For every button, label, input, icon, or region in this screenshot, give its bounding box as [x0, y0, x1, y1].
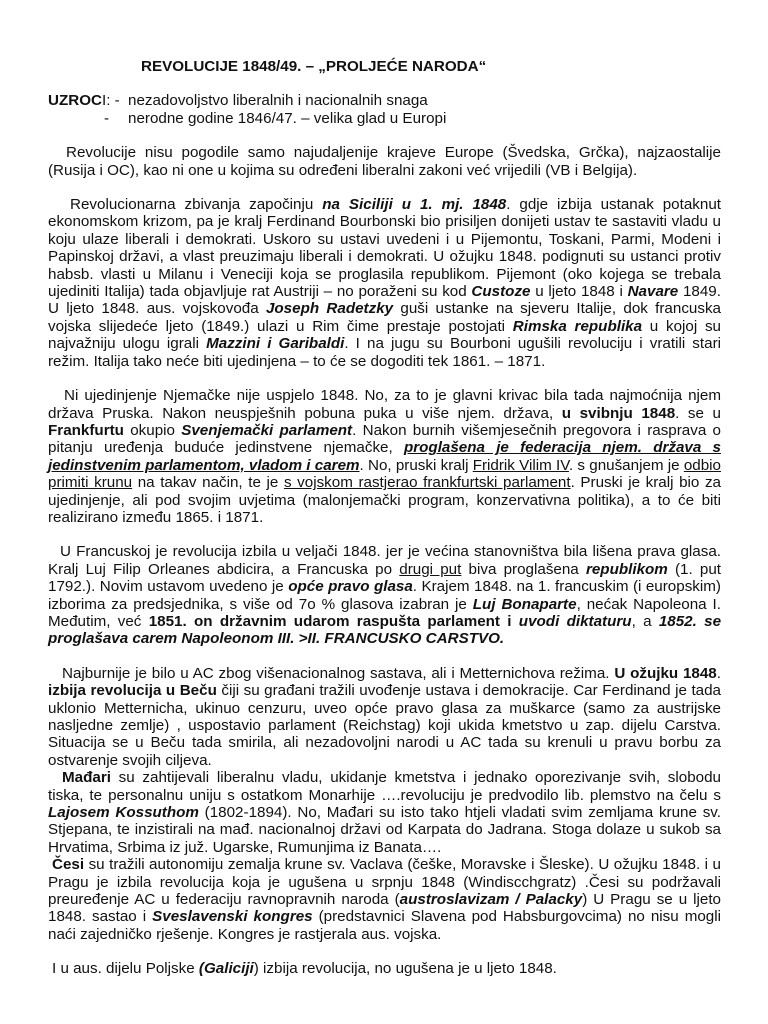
- text: . Nakon burnih višemjesečnih pregovora i rasprava o pitanju uređenja buduće jedinstvene njemačke,: [48, 421, 721, 457]
- emphasis: austroslavizam / Palacky: [399, 891, 583, 909]
- text: (1. put 1792.). Novim ustavom uvedeno je: [48, 560, 722, 596]
- cause-dash: -: [104, 109, 110, 127]
- emphasis: Rimska republika: [512, 317, 643, 335]
- causes-label-bold: UZROC: [48, 92, 102, 110]
- emphasis: izbija revolucija u Beču: [48, 682, 217, 700]
- emphasis: Česi: [52, 856, 85, 874]
- paragraph-france: [48, 543, 721, 647]
- text: . s gnušanjem je: [568, 456, 684, 474]
- emphasis: uvodi diktaturu: [518, 612, 632, 630]
- text: , a: [631, 612, 659, 630]
- causes-label-rest: I: -: [102, 92, 120, 110]
- text: 1849. U ljeto 1848. aus. vojskovođa: [48, 283, 721, 318]
- text: čiji su građani tražili uvođenje ustava i demokracije. Car Ferdinand je tada uklonio Metternicha, ukinuo cenzuru, uveo opće pravo glasa za muškarce (samo za austrijske nasljedne zemlje) , uspostavio parlament (Reichstag) koji ukida kmetstvo u zap. dijelu Carstva. Situacija se u Beču tada smirila, ali nezadovoljni narodi u AC tada su krenuli u pravu borbu za ostvarenje svojih ciljeva.: [48, 682, 721, 769]
- text: su tražili autonomiju zemalja krune sv. Vaclava (češke, Moravske i Šleske). U ožujku 1848. i u Pragu je izbila revolucija koja je ugušena u srpnju 1848 (Windiscchgratz) .Česi su podržavali preuređenje AC u federaciju ravnopravnih naroda (: [48, 856, 721, 909]
- text: U Francuskoj je revolucija izbila u veljači 1848. jer je većina stanovništva bila lišena prava glasa. Kralj Luj Filip Orleanes abdicira, a Francuska po: [48, 543, 721, 578]
- emphasis: on državnim udarom raspušta parlament i: [186, 612, 519, 630]
- paragraph-germany: [48, 387, 721, 526]
- emphasis: Mađari: [62, 769, 111, 787]
- text: u ljeto 1848 i: [530, 283, 628, 301]
- paragraph-scope: Revolucije nisu pogodile samo najudaljenije krajeve Europe (Švedska, Grčka), najzaostalije (Rusija i OC), kao ni one u kojima su određeni liberalni zakoni već vrijedili (VB i Belgija).: [48, 144, 721, 179]
- text: ) U Pragu se u ljeto 1848. sastao i: [48, 891, 722, 926]
- text: su zahtijevali liberalnu vladu, ukidanje kmetstva i jednako oporezivanje svih, slobodu tiska, te personalnu uniju s ostatkom Monarhije ….revoluciju je predvodilo lib. plemstvo na čelu s: [48, 769, 721, 804]
- emphasis: Custoze: [471, 283, 531, 301]
- emphasis: proglašena je federacija njem. država s jedinstvenim parlamentom, vladom i carem: [48, 439, 721, 474]
- text: , nećak Napoleona I. Međutim, već: [48, 595, 721, 630]
- text: biva proglašena: [461, 560, 586, 578]
- text: . Pruski je kralj bio za ujedinjenje, ali pod svojim uvjetima (malonjemački program, konzervativna politika), a to će biti realizirano između 1865. i 1871.: [48, 474, 721, 526]
- emphasis: Joseph Radetzky: [265, 300, 394, 318]
- emphasis: opće pravo glasa: [288, 578, 413, 596]
- emphasis: Sveslavenski kongres: [152, 908, 313, 926]
- emphasis: (Galiciji: [198, 960, 254, 978]
- text: guši ustanke na sjeveru Italije, dok francuska vojska slijedeće ljeto (1849.) ulazi u Rim čime prestaje postojati: [48, 300, 721, 335]
- text: Ni ujedinjenje Njemačke nije uspjelo 1848. No, za to je glavni krivac bila tada najmoćnija njem država Pruska. Nakon neuspješnih pobuna puka u više njem. država,: [48, 387, 721, 422]
- emphasis: u svibnju 1848: [561, 404, 676, 422]
- emphasis: Navare: [627, 283, 679, 301]
- cause-row-1: [48, 92, 721, 109]
- text: . gdje izbija ustanak potaknut ekonomskom krizom, pa je kralj Ferdinand Bourbonski bio prisiljen donijeti ustav te sastaviti vladu u koju ulaze liberali i demokrati. Uskoro su ustavi uvedeni i u Pijemontu, Toskani, Parmi, Modeni i Papinskoj državi, a vlast preuzimaju liberali i demokrati. U ožujku 1848. podignuti su ustanci protiv habsb. vlasti u Milanu i Veneciji koja se proglasila republikom. Pijemont (oko kojega se trebala ujediniti Italija) tada objavljuje rat Austriji – no poraženi su kod: [48, 196, 721, 301]
- emphasis: Lajosem Kossuthom: [48, 804, 199, 822]
- text: okupio: [123, 421, 182, 439]
- cause-item-1: nezadovoljstvo liberalnih i nacionalnih snaga: [128, 92, 428, 110]
- causes-list: [48, 92, 721, 127]
- document-title: REVOLUCIJE 1848/49. – „PROLJEĆE NARODA“: [141, 58, 487, 75]
- paragraph-italy: [48, 196, 721, 370]
- text: . Krajem 1848. na 1. francuskim (i europskim) izborima za predsjednika, s više od 7o % glasova izabran je: [48, 578, 721, 613]
- text: . se u: [675, 404, 721, 422]
- text: I u aus. dijelu Poljske: [52, 960, 199, 978]
- emphasis: 1851.: [148, 612, 187, 630]
- text: Revolucionarna zbivanja započinju: [70, 196, 323, 214]
- text: . No, pruski kralj: [359, 456, 473, 474]
- paragraph-austria: [48, 665, 721, 769]
- emphasis: U ožujku 1848: [614, 664, 717, 682]
- text: u kojoj su najvažniju ulogu igrali: [48, 317, 721, 353]
- cause-row-2: [48, 110, 721, 127]
- text: .: [716, 664, 721, 682]
- emphasis: Frankfurtu: [48, 421, 124, 439]
- emphasis: Luj Bonaparte: [472, 595, 577, 613]
- emphasis: Svenjemački parlament: [181, 421, 353, 439]
- paragraph-czech: [48, 856, 721, 943]
- causes-label: [48, 92, 128, 109]
- emphasis: drugi put: [399, 560, 462, 578]
- emphasis: na Siciliji u 1. mj. 1848: [322, 196, 507, 214]
- text: na takav način, te je: [132, 474, 284, 492]
- paragraph-hungary: [48, 769, 721, 856]
- emphasis: republikom: [585, 560, 668, 578]
- cause-spacer: [48, 110, 128, 127]
- document-page: [48, 58, 721, 995]
- emphasis: odbio primiti krunu: [48, 456, 722, 492]
- text: (1802-1894). No, Mađari su isto tako htjeli vladati svim zemljama krune sv. Stjepana, te inzistirali na mađ. nacionalnoj državi od Karpata do Jadrana. Stoga dolaze u sukob sa Hrvatima, Srbima iz juž. Ugarske, Rumunjima iz Banata….: [48, 804, 721, 856]
- emphasis: s vojskom rastjerao frankfurtski parlament: [283, 474, 571, 492]
- text: (predstavnici Slavena pod Habsburgovcima) no nisu mogli naći zajedničko rješenje. Kongres je rastjerala aus. vojska.: [48, 908, 721, 943]
- text: ) izbija revolucija, no ugušena je u ljeto 1848.: [253, 960, 557, 978]
- emphasis: Fridrik Vilim IV: [472, 456, 569, 474]
- emphasis: Mazzini i Garibaldi: [206, 335, 345, 353]
- paragraph-poland: [48, 960, 721, 977]
- emphasis: 1852. se proglašava carem Napoleonom III. >II. FRANCUSKO CARSTVO.: [48, 612, 722, 648]
- text: Najburnije je bilo u AC zbog višenacionalnog sastava, ali i Metternichova režima.: [62, 664, 615, 682]
- cause-item-2: nerodne godine 1846/47. – velika glad u Europi: [128, 109, 447, 127]
- text: . I na jugu su Bourboni ugušili revoluciju i vratili stari režim. Italija tako neće biti ujedinjena – to će se dogoditi tek 1861. – 1871.: [48, 335, 721, 370]
